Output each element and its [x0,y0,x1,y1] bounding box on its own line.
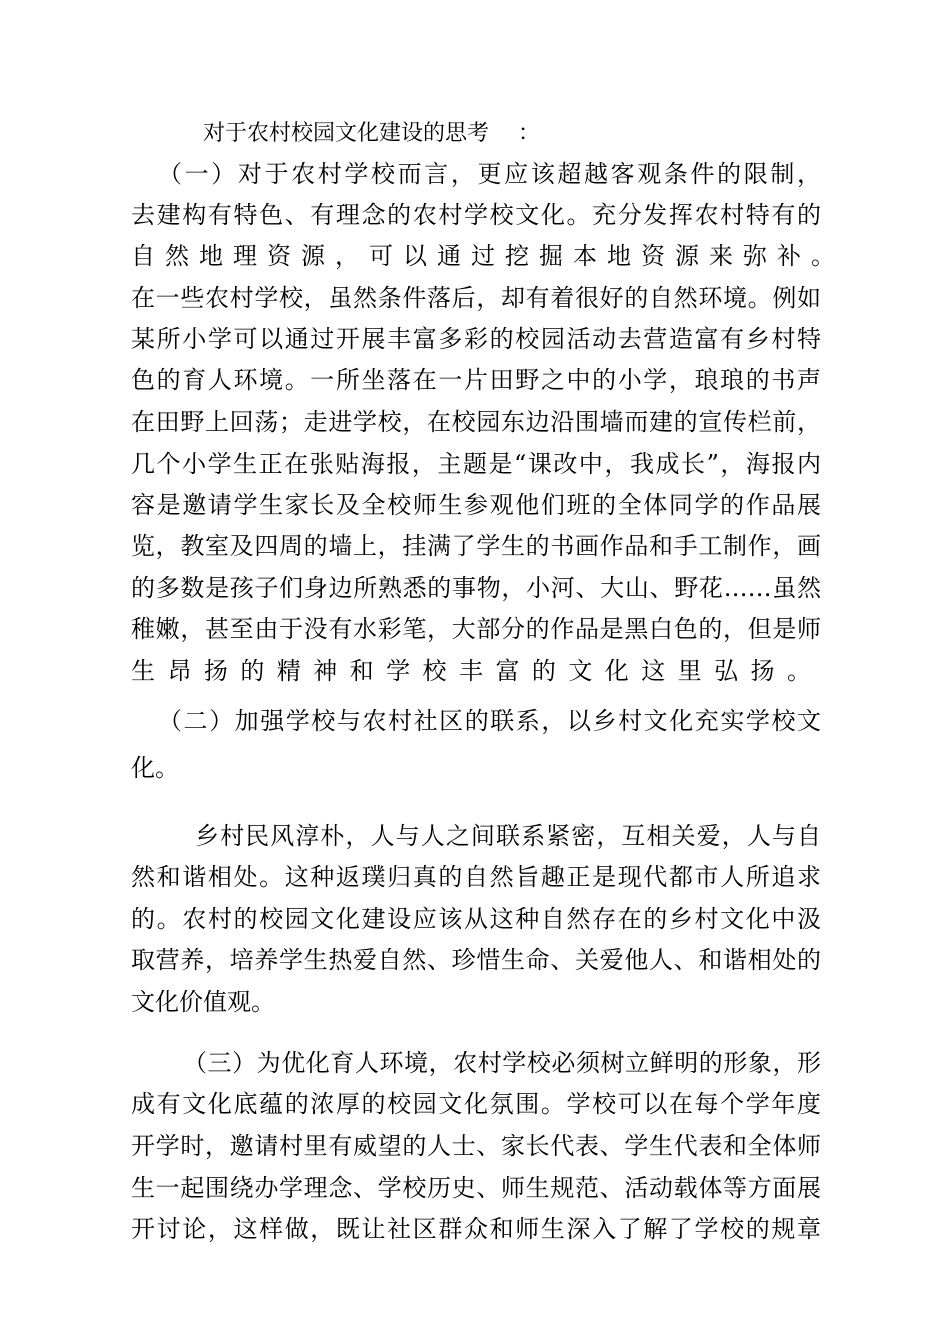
paragraph-line: 几个小学生正在张贴海报，主题是“课改中，我成长”，海报内 [131,450,821,478]
paragraph-line: 自然地理资源，可以通过挖掘本地资源来弥补。 [131,242,845,270]
paragraph-line: 生昂扬的精神和学校丰富的文化这里弘扬。 [131,657,821,685]
paragraph-line: 览，教室及四周的墙上，挂满了学生的书画作品和手工制作，画 [131,532,821,560]
paragraph-line: （一）对于农村学校而言，更应该超越客观条件的限制， [158,160,821,188]
section-heading-line: 化。 [131,754,179,782]
paragraph-line: 乡村民风淳朴，人与人之间联系紧密，互相关爱，人与自 [195,822,821,850]
paragraph-line: 稚嫩，甚至由于没有水彩笔，大部分的作品是黑白色的，但是师 [131,615,821,643]
section-heading-line: （二）加强学校与农村社区的联系，以乡村文化充实学校文 [158,707,821,735]
paragraph-line: 的多数是孩子们身边所熟悉的事物，小河、大山、野花……虽然 [131,574,821,602]
paragraph-line: 色的育人环境。一所坐落在一片田野之中的小学，琅琅的书声 [131,366,821,394]
paragraph-line: 文化价值观。 [131,988,275,1016]
paragraph-line: 在一些农村学校，虽然条件落后，却有着很好的自然环境。例如 [131,284,821,312]
paragraph-line: 某所小学可以通过开展丰富多彩的校园活动去营造富有乡村特 [131,325,821,353]
paragraph-line: 然和谐相处。这种返璞归真的自然旨趣正是现代都市人所追求 [131,863,821,891]
paragraph-line: （三）为优化育人环境，农村学校必须树立鲜明的形象，形 [183,1049,821,1077]
paragraph-line: 取营养，培养学生热爱自然、珍惜生命、关爱他人、和谐相处的 [131,946,821,974]
paragraph-line: 容是邀请学生家长及全校师生参观他们班的全体同学的作品展 [131,491,821,519]
paragraph-line: 生一起围绕办学理念、学校历史、师生规范、活动载体等方面展 [131,1174,821,1202]
paragraph-line: 去建构有特色、有理念的农村学校文化。充分发挥农村特有的 [131,201,821,229]
document-title: 对于农村校园文化建设的思考 ： [203,121,540,146]
paragraph-line: 成有文化底蕴的浓厚的校园文化氛围。学校可以在每个学年度 [131,1090,821,1118]
paragraph-line: 在田野上回荡；走进学校，在校园东边沿围墙而建的宣传栏前， [131,408,821,436]
paragraph-line: 开学时，邀请村里有威望的人士、家长代表、学生代表和全体师 [131,1132,821,1160]
paragraph-line: 的。农村的校园文化建设应该从这种自然存在的乡村文化中汲 [131,905,821,933]
paragraph-line: 开讨论，这样做，既让社区群众和师生深入了解了学校的规章 [131,1215,821,1243]
